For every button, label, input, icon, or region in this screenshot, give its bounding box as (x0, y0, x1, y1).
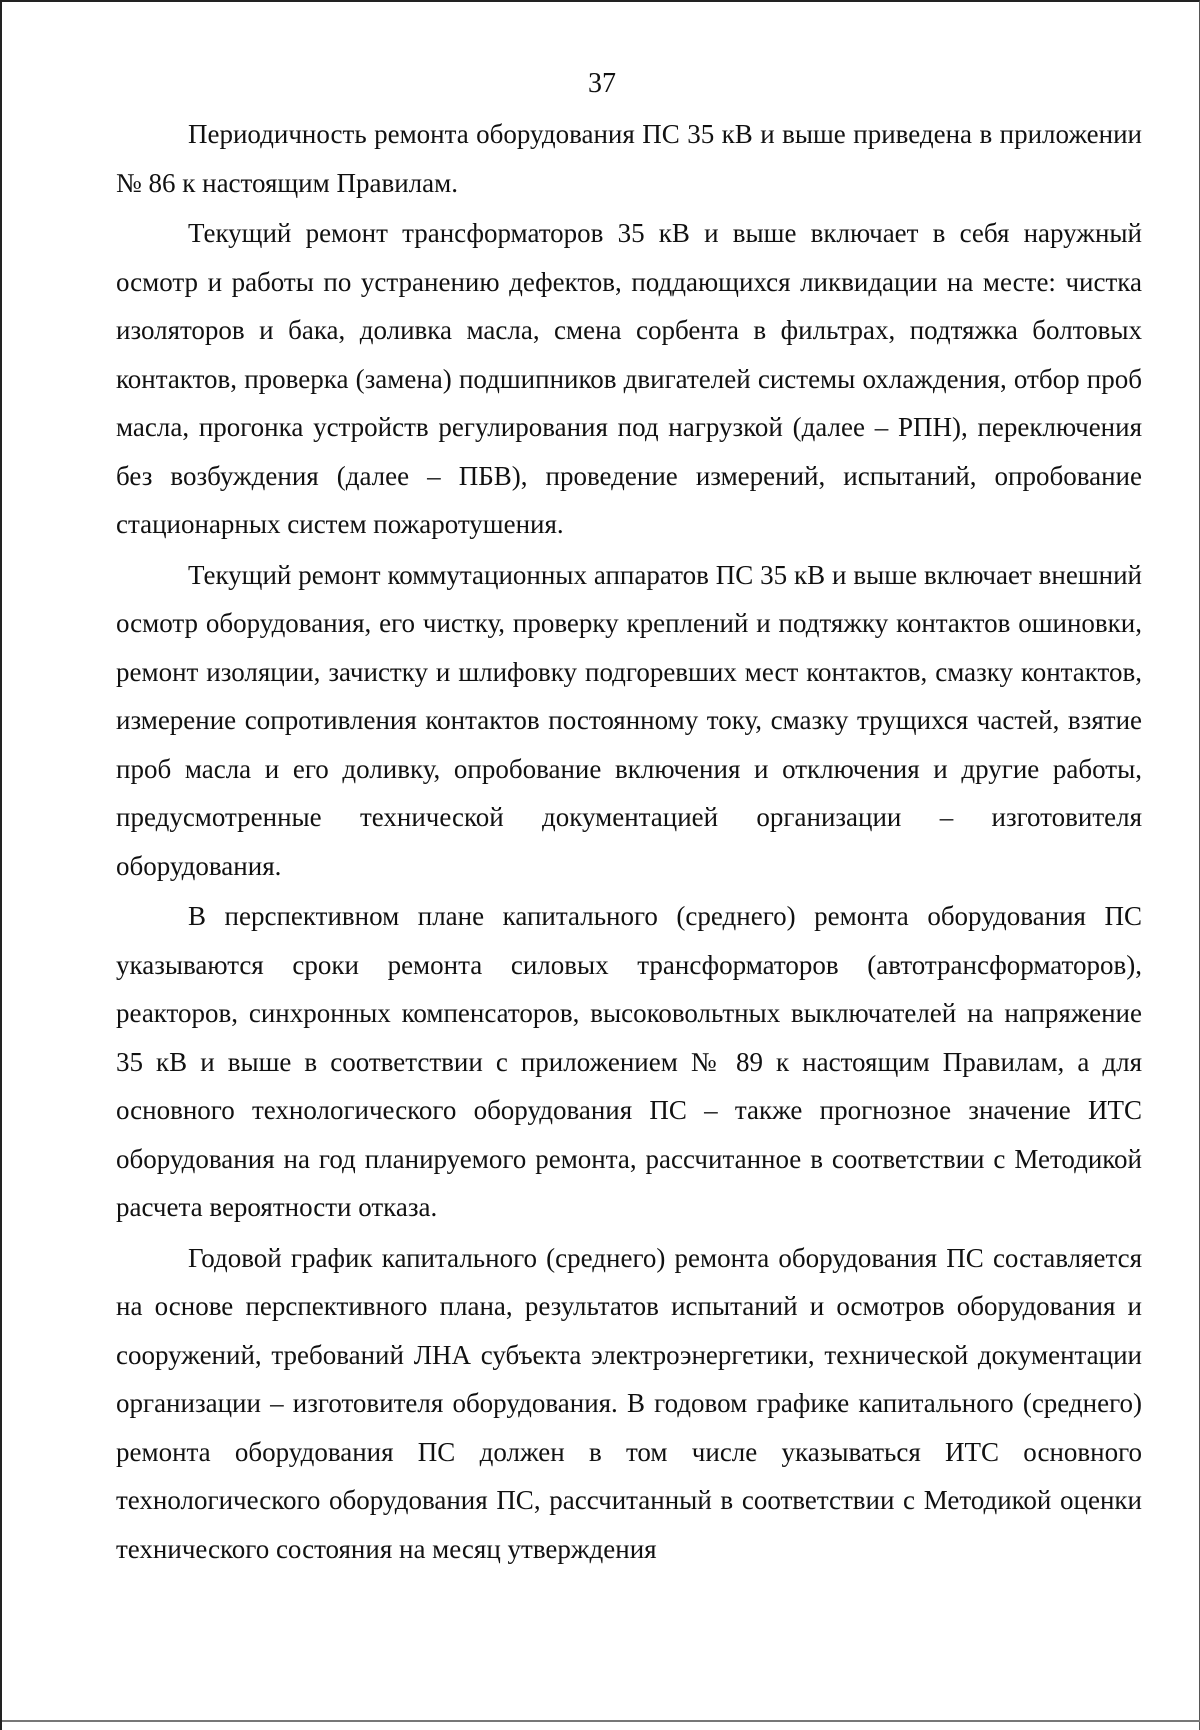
document-body (116, 110, 1142, 1575)
paragraph-transformer-current-repair: Текущий ремонт трансформаторов 35 кВ и выше включает в себя наружный осмотр и работы по устранению дефектов, поддающихся ликвидации на месте: чистка изоляторов и бака, доливка масла, смена сорбента в фильтрах, подтяжка болтовых контактов, проверка (замена) подшипников двигателей системы охлаждения, отбор проб масла, прогонка устройств регулирования под нагрузкой (далее – РПН), переключения без возбуждения (далее – ПБВ), проведение измерений, испытаний, опробование стационарных систем пожаротушения. (116, 218, 1142, 539)
scan-bottom-edge (2, 1720, 1200, 1722)
paragraph-repair-periodicity: Периодичность ремонта оборудования ПС 35 кВ и выше приведена в приложении № 86 к настоящим Правилам. (116, 119, 1142, 198)
paragraph-long-term-plan: В перспективном плане капитального (среднего) ремонта оборудования ПС указываются сроки ремонта силовых трансформаторов (автотрансформаторов), реакторов, синхронных компенсаторов, высоковольтных выключателей на напряжение 35 кВ и выше в соответствии с приложением № 89 к настоящим Правилам, а для основного технологического оборудования ПС – также прогнозное значение ИТС оборудования на год планируемого ремонта, рассчитанное в соответствии с Методикой расчета вероятности отказа. (116, 901, 1142, 1222)
page-number: 37 (588, 68, 616, 99)
paragraph-switching-devices-current-repair: Текущий ремонт коммутационных аппаратов ПС 35 кВ и выше включает внешний осмотр оборудования, его чистку, проверку креплений и подтяжку контактов ошиновки, ремонт изоляции, зачистку и шлифовку подгоревших мест контактов, смазку контактов, измерение сопротивления контактов постоянному току, смазку трущихся частей, взятие проб масла и его доливку, опробование включения и отключения и другие работы, предусмотренные технической документацией организации – изготовителя оборудования. (116, 559, 1142, 881)
paragraph-annual-schedule: Годовой график капитального (среднего) ремонта оборудования ПС составляется на основе перспективного плана, результатов испытаний и осмотров оборудования и сооружений, требований ЛНА субъекта электроэнергетики, технической документации организации – изготовителя оборудования. В годовом графике капитального (среднего) ремонта оборудования ПС должен в том числе указываться ИТС основного технологического оборудования ПС, рассчитанный в соответствии с Методикой оценки технического состояния на месяц утверждения (116, 1242, 1142, 1564)
